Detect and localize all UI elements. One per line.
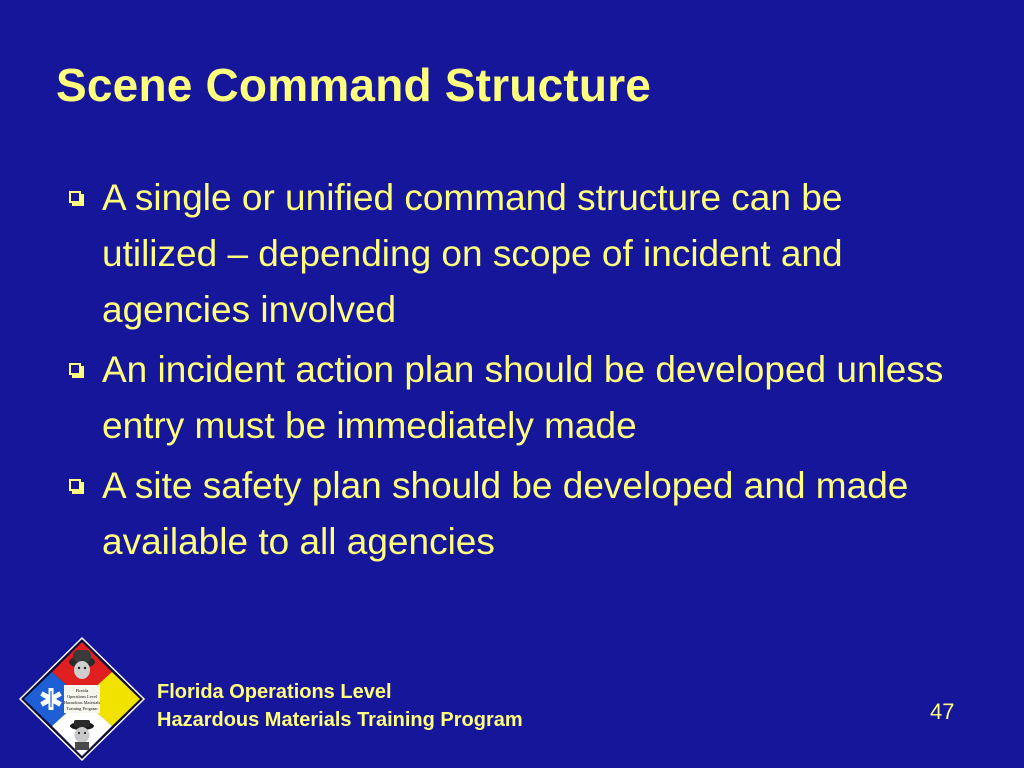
checkbox-bullet-icon — [69, 363, 81, 375]
footer-line-1: Florida Operations Level — [157, 681, 392, 703]
logo-center-label — [64, 685, 101, 713]
bullet-item — [66, 458, 966, 570]
bullet-text: A single or unified command structure can be utilized – depending on scope of incident and agencies involved — [102, 177, 843, 330]
logo-text-line: Florida — [75, 688, 89, 693]
bullet-item — [66, 342, 966, 454]
bullet-list — [66, 170, 966, 574]
bullet-text: A site safety plan should be developed and made available to all agencies — [102, 465, 909, 562]
hazmat-diamond-logo — [18, 636, 146, 762]
slide-title: Scene Command Structure — [56, 59, 652, 111]
checkbox-bullet-icon — [69, 191, 81, 203]
footer-line-2: Hazardous Materials Training Program — [157, 709, 523, 731]
logo-text-line: Operations Level — [66, 694, 98, 699]
bullet-text: An incident action plan should be developed unless entry must be immediately made — [102, 349, 944, 446]
footer-program-name — [157, 678, 523, 734]
logo-text-line: Hazardous Materials — [63, 700, 101, 705]
bullet-item — [66, 170, 966, 338]
logo-text-line: Training Program — [66, 706, 98, 711]
checkbox-bullet-icon — [69, 479, 81, 491]
page-number: 47 — [930, 699, 955, 724]
